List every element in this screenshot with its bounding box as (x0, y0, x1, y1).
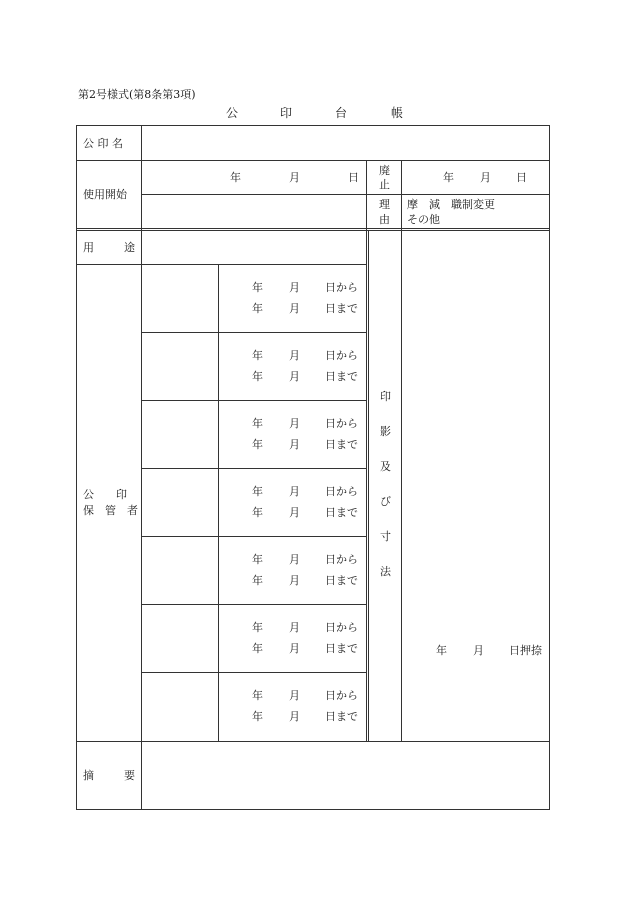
period-to-month: 月 (289, 574, 300, 587)
period-to-day: 日まで (325, 302, 358, 315)
abolition-label: 廃 (379, 164, 390, 177)
period-divider (141, 536, 367, 537)
period-from-month: 月 (289, 485, 300, 498)
period-to-year: 年 (252, 302, 263, 315)
impression-label-char: 印 (380, 390, 391, 403)
period-divider (141, 332, 367, 333)
row-divider (141, 194, 550, 195)
impression-label-char: 寸 (380, 530, 391, 543)
abolition-month: 月 (480, 171, 491, 184)
period-from-day: 日から (325, 349, 358, 362)
period-to-day: 日まで (325, 574, 358, 587)
impression-label-char: 法 (380, 565, 391, 578)
start-year: 年 (230, 171, 241, 184)
custodian-label: 公 印 (83, 488, 127, 501)
period-to-year: 年 (252, 438, 263, 451)
period-from-month: 月 (289, 349, 300, 362)
custodian-label: 保 管 者 (83, 504, 138, 517)
impression-column-divider (366, 160, 367, 742)
period-to-year: 年 (252, 370, 263, 383)
period-from-day: 日から (325, 485, 358, 498)
period-from-year: 年 (252, 349, 263, 362)
custodian-column-divider (218, 265, 219, 742)
period-to-month: 月 (289, 370, 300, 383)
period-to-year: 年 (252, 574, 263, 587)
impression-column-divider-double (368, 230, 369, 742)
period-divider (141, 604, 367, 605)
period-from-year: 年 (252, 621, 263, 634)
impression-label-char: 影 (380, 425, 391, 438)
reason-option: 摩 減 職制変更 (407, 198, 495, 211)
abolition-day: 日 (516, 171, 527, 184)
period-to-year: 年 (252, 506, 263, 519)
start-day: 日 (348, 171, 359, 184)
title-char: 公 (226, 106, 239, 120)
impression-label-divider (401, 160, 402, 742)
period-to-month: 月 (289, 710, 300, 723)
period-divider (141, 672, 367, 673)
period-divider (141, 468, 367, 469)
period-to-day: 日まで (325, 438, 358, 451)
impression-label-char: び (380, 495, 391, 508)
start-month: 月 (289, 171, 300, 184)
reason-option: その他 (407, 213, 440, 226)
title-char: 印 (280, 106, 293, 120)
abolition-label: 止 (379, 178, 390, 191)
period-to-month: 月 (289, 302, 300, 315)
period-to-month: 月 (289, 438, 300, 451)
period-from-month: 月 (289, 417, 300, 430)
impression-label-char: 及 (380, 460, 391, 473)
period-to-day: 日まで (325, 642, 358, 655)
period-from-year: 年 (252, 485, 263, 498)
period-to-year: 年 (252, 642, 263, 655)
border-bottom (76, 809, 550, 810)
form-number: 第2号様式(第8条第3項) (78, 88, 196, 101)
period-from-day: 日から (325, 281, 358, 294)
purpose-label: 途 (124, 241, 135, 254)
period-from-month: 月 (289, 689, 300, 702)
title-char: 帳 (391, 106, 404, 120)
summary-label: 摘 (83, 769, 94, 782)
period-from-year: 年 (252, 553, 263, 566)
label-column-divider (141, 125, 142, 810)
period-from-day: 日から (325, 621, 358, 634)
period-to-month: 月 (289, 506, 300, 519)
reason-label: 理 (379, 198, 390, 211)
period-from-year: 年 (252, 689, 263, 702)
row-divider (76, 160, 550, 161)
period-to-month: 月 (289, 642, 300, 655)
period-from-month: 月 (289, 281, 300, 294)
row-divider-double (76, 230, 550, 231)
period-from-day: 日から (325, 689, 358, 702)
period-to-day: 日まで (325, 370, 358, 383)
period-to-day: 日まで (325, 506, 358, 519)
period-to-day: 日まで (325, 710, 358, 723)
row-divider (76, 228, 550, 229)
period-from-month: 月 (289, 621, 300, 634)
seal-ledger-table (76, 125, 550, 810)
period-from-day: 日から (325, 417, 358, 430)
row-divider (76, 264, 367, 265)
period-from-day: 日から (325, 553, 358, 566)
row-divider (76, 741, 550, 742)
seal-name-label: 公 印 名 (83, 137, 123, 150)
period-to-year: 年 (252, 710, 263, 723)
period-from-year: 年 (252, 281, 263, 294)
stamp-year: 年 (436, 644, 447, 657)
purpose-label: 用 (83, 241, 94, 254)
title-char: 台 (335, 106, 348, 120)
border-top (76, 125, 550, 126)
stamp-month: 月 (473, 644, 484, 657)
period-from-year: 年 (252, 417, 263, 430)
summary-label: 要 (124, 769, 135, 782)
abolition-year: 年 (443, 171, 454, 184)
stamp-day: 日押捺 (509, 644, 542, 657)
period-from-month: 月 (289, 553, 300, 566)
start-use-label: 使用開始 (83, 188, 127, 201)
reason-label: 由 (379, 213, 390, 226)
period-divider (141, 400, 367, 401)
